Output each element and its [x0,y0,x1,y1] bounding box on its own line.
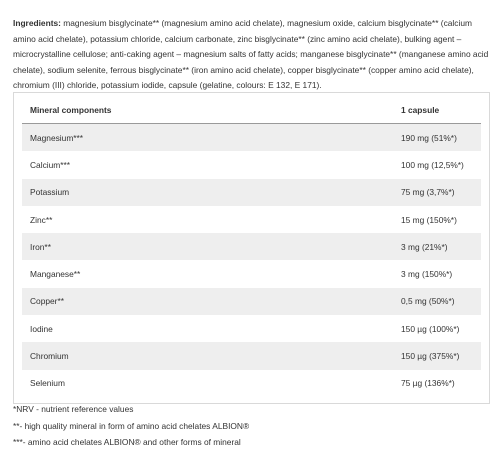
mineral-amount: 75 µg (136%*) [401,378,455,389]
table-row [22,260,481,287]
mineral-name: Selenium [30,378,65,389]
table-header-row [22,97,481,124]
mineral-amount: 100 mg (12,5%*) [401,159,464,170]
mineral-table [22,97,481,397]
mineral-name: Magnesium*** [22,124,393,152]
mineral-name: Potassium [22,179,393,206]
mineral-amount: 3 mg (21%*) [393,233,481,260]
table-row [22,179,481,206]
table-row [22,288,481,315]
table-row [22,233,481,260]
table-row [22,206,481,233]
footnote-albion-chelates: **- high quality mineral in form of amino acid chelates ALBION® [13,420,250,431]
mineral-name: Manganese** [30,269,81,280]
table-row [22,370,481,397]
mineral-amount: 190 mg (51%*) [393,124,481,152]
mineral-amount: 150 µg (100%*) [401,323,460,334]
mineral-name: Iron** [22,233,393,260]
table-row [22,124,481,152]
mineral-name: Chromium [22,342,393,369]
footnotes [13,401,249,451]
mineral-name: Zinc** [30,214,53,225]
mineral-amount: 3 mg (150%*) [401,269,453,280]
mineral-amount: 150 µg (375%*) [393,342,481,369]
ingredients-label: Ingredients: [13,18,61,28]
mineral-name: Calcium*** [30,159,71,170]
table-row [22,315,481,342]
table-row [22,342,481,369]
footnote-nrv: *NRV - nutrient reference values [13,404,134,414]
mineral-amount: 0,5 mg (50%*) [393,288,481,315]
ingredients-text: magnesium bisglycinate** (magnesium amino acid chelate), magnesium oxide, calcium bisglycinate** (calcium amino acid chelate), potassium chloride, calcium carbonate, zinc bisglycinate** (zinc amino acid chelate), bulking agent – microcrystalline cellulose; anti-caking agent – magnesium salts of fatty acids; manganese bisglycinate** (manganese amino acid chelate), sodium selenite, ferrous bisglycinate** (iron amino acid chelate), copper bisglycinate** (copper amino acid chelate), chromium (III) chloride, potassium iodide, capsule (gelatine, colours: E 132, E 171). [13,18,489,90]
mineral-name: Iodine [30,323,53,334]
mineral-name: Copper** [22,288,393,315]
column-header-capsule: 1 capsule [393,97,481,124]
table-row [22,151,481,178]
mineral-table-container [13,92,490,404]
mineral-amount: 75 mg (3,7%*) [393,179,481,206]
ingredients-paragraph [13,16,491,94]
footnote-albion-other-forms: ***- amino acid chelates ALBION® and other forms of mineral [13,437,241,447]
mineral-amount: 15 mg (150%*) [401,214,457,225]
column-header-mineral: Mineral components [22,97,393,124]
